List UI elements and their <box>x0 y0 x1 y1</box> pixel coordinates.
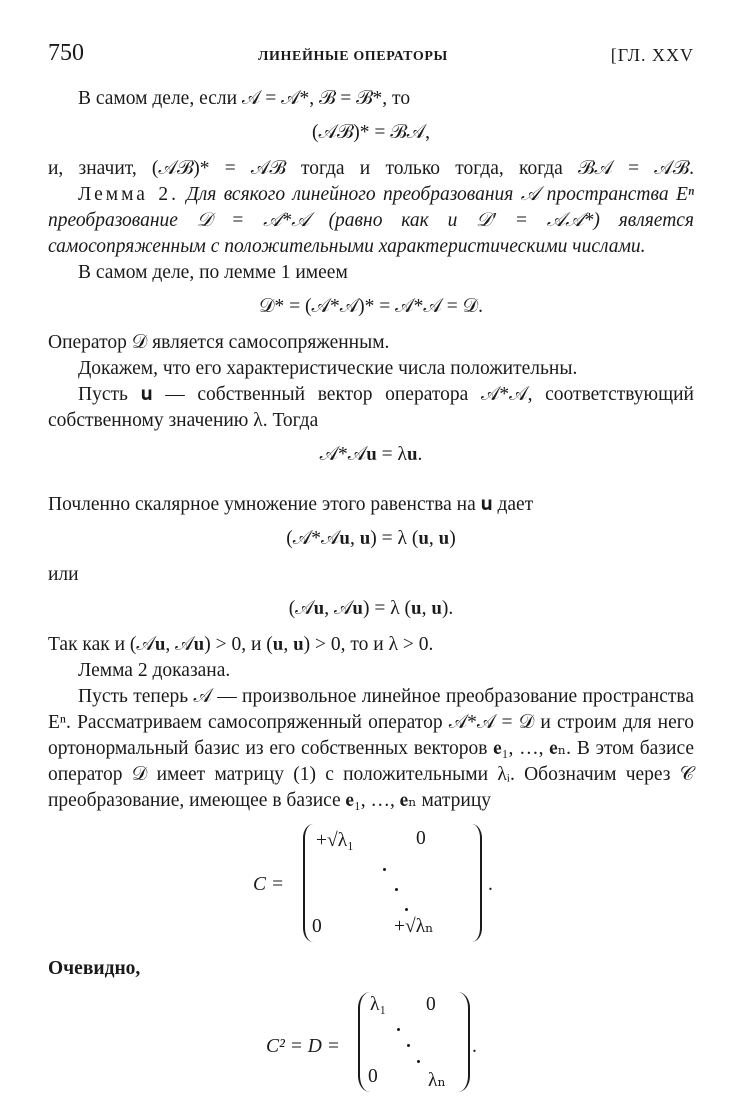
matrix-d-lhs: C² = D = <box>266 1036 340 1057</box>
matrix-c-dot-3 <box>405 908 408 911</box>
matrix-c-dot-1 <box>383 868 386 871</box>
paragraph-3: В самом деле, по лемме 1 имеем <box>78 262 348 283</box>
paragraph-9: Так как и (𝒜𝐮, 𝒜𝐮) > 0, и (𝐮, 𝐮) > 0, то и λ > 0. <box>48 634 434 655</box>
matrix-c-top-right: 0 <box>416 828 426 849</box>
matrix-d-bottom-left: 0 <box>368 1066 378 1087</box>
equation-3: 𝒜*𝒜𝐮 = λ𝐮. <box>319 444 423 465</box>
matrix-d-dot-3 <box>417 1060 420 1063</box>
chapter-label: [ГЛ. XXV <box>610 45 694 65</box>
equation-4: (𝒜*𝒜𝐮, 𝐮) = λ (𝐮, 𝐮) <box>286 528 456 549</box>
matrix-c-block <box>48 820 694 950</box>
matrix-d-top-left: λ₁ <box>370 994 387 1015</box>
paragraph-11: Пусть теперь 𝒜 — произвольное линейное преобразование пространства Eⁿ. Рассматриваем самосопряженный оператор 𝒜*𝒜 = 𝒟 и строим для него ортонормальный базис из его собственных векторов 𝐞₁, …, 𝐞ₙ. В этом базисе оператор 𝒟 имеет матрицу (1) с положительными λᵢ. Обозначим через 𝒞 преобразование, имеющее в базисе 𝐞₁, …, 𝐞ₙ матрицу <box>48 686 694 811</box>
lemma-label: Лемма 2. <box>78 184 179 205</box>
running-title: ЛИНЕЙНЫЕ ОПЕРАТОРЫ <box>258 49 448 64</box>
paragraph-8: или <box>48 564 79 585</box>
matrix-c-lhs: C = <box>253 874 285 895</box>
matrix-c-end: . <box>488 874 493 895</box>
paragraph-7: Почленно скалярное умножение этого равенства на 𝐮 дает <box>48 494 534 515</box>
page-number: 750 <box>48 40 84 66</box>
matrix-c-bottom-left: 0 <box>312 916 322 937</box>
paragraph-12: Очевидно, <box>48 958 141 979</box>
matrix-d-dot-2 <box>407 1044 410 1047</box>
lemma-text: Для всякого линейного преобразования 𝒜 пространства Eⁿ преобразование 𝒟 = 𝒜*𝒜 (равно как и 𝒟′ = 𝒜𝒜*) является самосопряженным с положительными характеристическими числами. <box>48 184 695 257</box>
lemma-2 <box>48 182 694 260</box>
paragraph-4: Оператор 𝒟 является самосопряженным. <box>48 332 390 353</box>
page <box>48 40 694 1104</box>
matrix-d-end: . <box>472 1036 477 1057</box>
paragraph-10: Лемма 2 доказана. <box>78 660 231 681</box>
paragraph-2: и, значит, (𝒜ℬ)* = 𝒜ℬ тогда и только тогда, когда ℬ𝒜 = 𝒜ℬ. <box>48 158 694 179</box>
matrix-d-bottom-right: λₙ <box>428 1070 446 1091</box>
page-header <box>48 40 694 74</box>
paragraph-1: В самом деле, если 𝒜 = 𝒜*, ℬ = ℬ*, то <box>78 88 411 109</box>
matrix-c-dot-2 <box>395 888 398 891</box>
matrix-d-top-right: 0 <box>426 994 436 1015</box>
matrix-d-dot-1 <box>397 1028 400 1031</box>
matrix-d-block <box>48 988 694 1098</box>
paragraph-6: Пусть 𝐮 — собственный вектор оператора 𝒜*𝒜, соответствующий собственному значению λ. Тогда <box>48 384 694 431</box>
matrix-c-bottom-right: +√λₙ <box>394 916 434 937</box>
equation-5: (𝒜𝐮, 𝒜𝐮) = λ (𝐮, 𝐮). <box>288 598 454 619</box>
matrix-c-top-left: +√λ₁ <box>316 830 354 851</box>
equation-1: (𝒜ℬ)* = ℬ𝒜, <box>311 122 430 143</box>
paragraph-5: Докажем, что его характеристические числа положительны. <box>78 358 578 379</box>
equation-2: 𝒟* = (𝒜*𝒜)* = 𝒜*𝒜 = 𝒟. <box>258 296 483 317</box>
